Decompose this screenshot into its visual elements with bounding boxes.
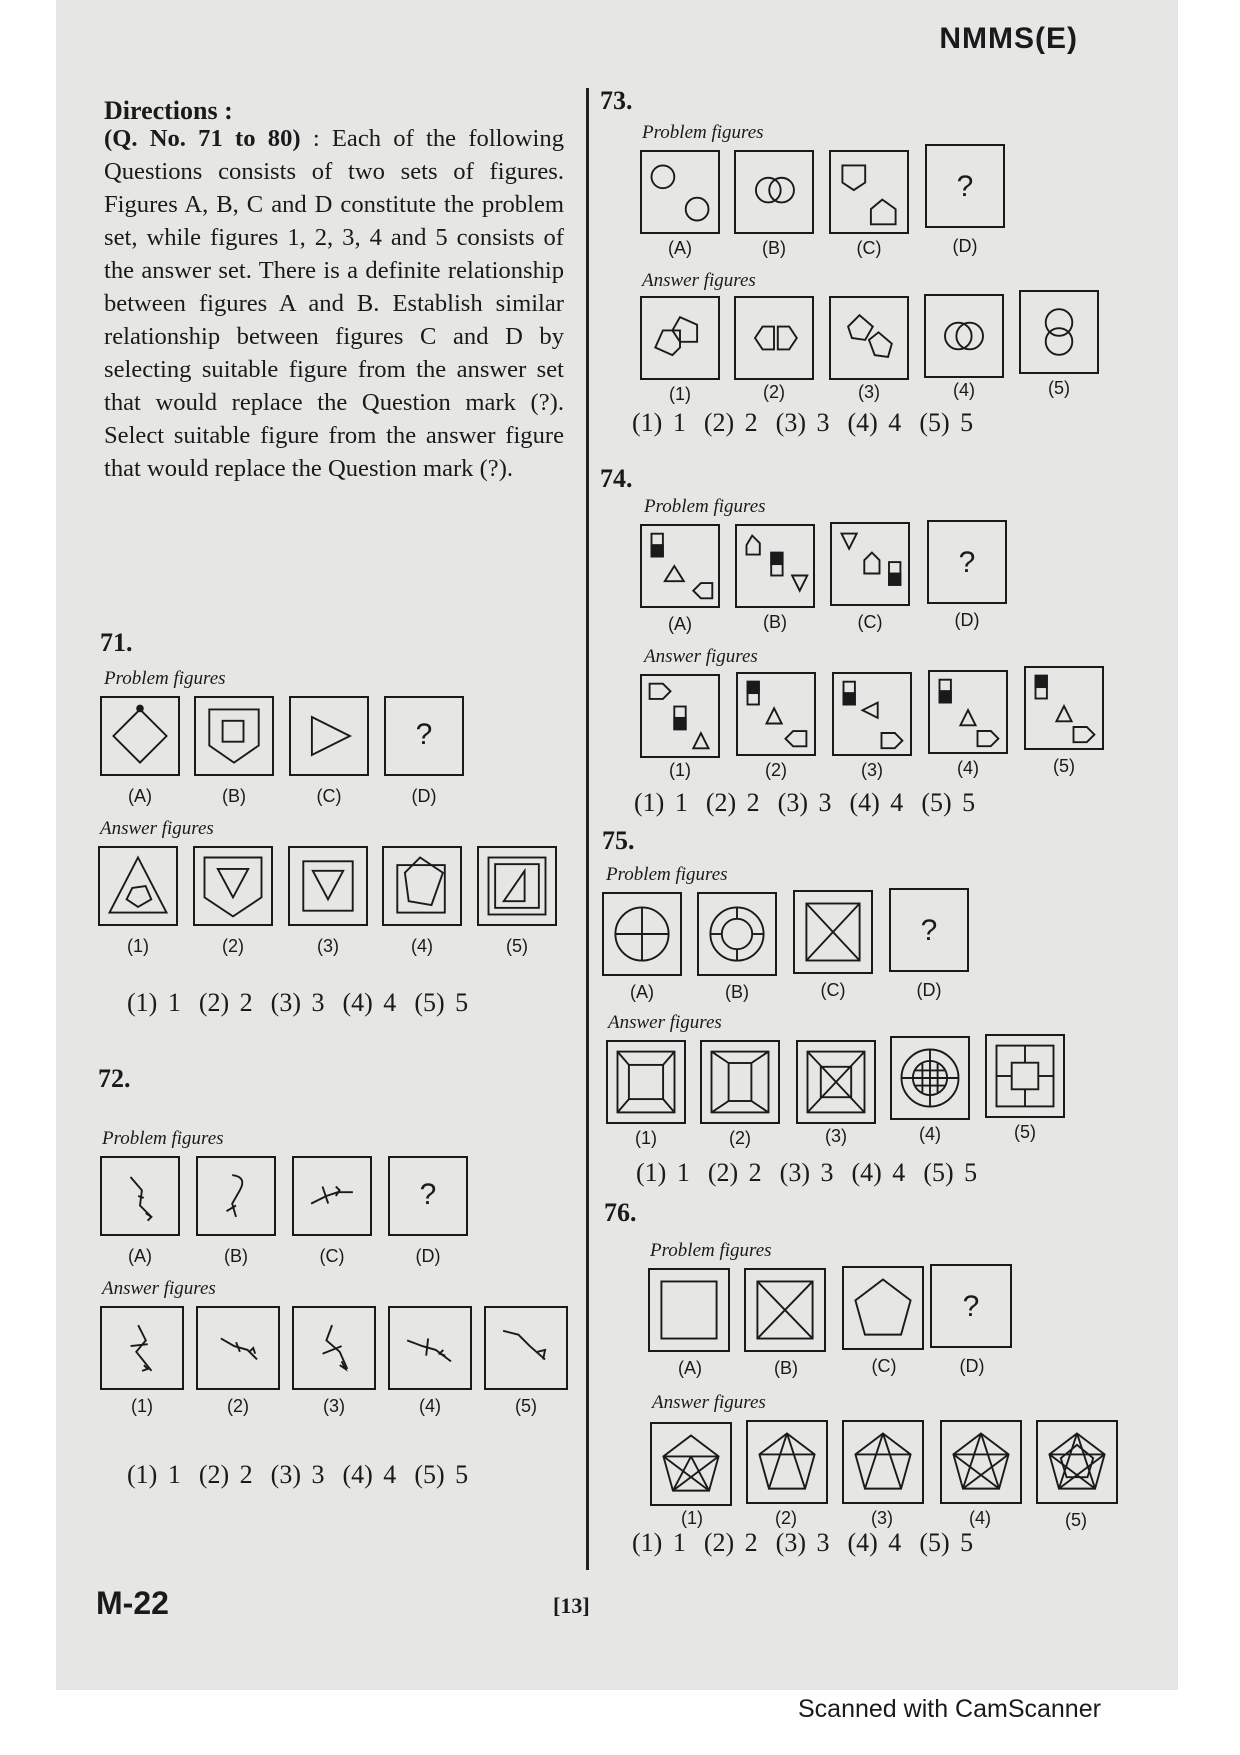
caption-b: (B) [774,1358,798,1378]
caption-4: (4) [957,758,979,778]
caption-4: (4) [419,1396,441,1416]
q74-options [634,788,993,818]
q72-options [127,1460,486,1490]
caption-3: (3) [861,760,883,780]
q73-answer-figure-4[interactable] [924,294,1004,378]
caption-4: (4) [919,1124,941,1144]
caption-3: (3) [858,382,880,402]
q76-problem-figure-d[interactable] [930,1264,1012,1348]
option-3[interactable]: (3) 3 [270,1460,325,1489]
caption-4: (4) [411,936,433,956]
scanner-watermark: Scanned with CamScanner [798,1695,1101,1723]
question-mark: ? [958,546,976,579]
option-2[interactable]: (2) 2 [703,1528,758,1557]
option-3[interactable]: (3) 3 [775,1528,830,1557]
answer-figures-label: Answer figures [100,818,214,839]
option-3[interactable]: (3) 3 [775,408,830,437]
q72-answer-figure-5[interactable] [484,1306,568,1390]
option-1[interactable]: (1) 1 [636,1158,690,1187]
answer-figures-label: Answer figures [642,270,756,291]
q71-problem-figure-c[interactable] [289,696,369,776]
q72-answer-figure-1[interactable] [100,1306,184,1390]
answer-figures-label: Answer figures [102,1278,216,1299]
caption-b: (B) [725,982,749,1002]
q71-options [127,988,486,1018]
caption-c: (C) [316,786,342,806]
q73-answer-figure-3[interactable] [829,296,909,380]
caption-2: (2) [222,936,244,956]
q73-problem-figure-d[interactable] [925,144,1005,228]
option-3[interactable]: (3) 3 [777,788,832,817]
answer-figures-label: Answer figures [652,1392,766,1413]
caption-2: (2) [763,382,785,402]
q75-answer-figure-3[interactable] [796,1040,876,1124]
q73-options [632,408,991,438]
option-5[interactable]: (5) 5 [919,1528,974,1557]
q76-problem-figure-a[interactable] [648,1268,730,1352]
problem-figures-label: Problem figures [606,864,728,885]
caption-b: (B) [224,1246,248,1266]
option-1[interactable]: (1) 1 [632,408,686,437]
option-5[interactable]: (5) 5 [414,988,469,1017]
caption-1: (1) [635,1128,657,1148]
footer-code: M-22 [96,1585,169,1621]
option-5[interactable]: (5) 5 [921,788,976,817]
option-1[interactable]: (1) 1 [127,988,181,1017]
caption-2: (2) [729,1128,751,1148]
caption-c: (C) [857,612,883,632]
q75-problem-figure-b[interactable] [697,892,777,976]
caption-d: (D) [959,1356,985,1376]
caption-5: (5) [1048,378,1070,398]
q71-answer-figure-4[interactable] [382,846,462,926]
q72-answer-figure-2[interactable] [196,1306,280,1390]
q75-answer-figure-1[interactable] [606,1040,686,1124]
q72-answer-figure-3[interactable] [292,1306,376,1390]
q74-answer-figure-1[interactable] [640,674,720,758]
q76-answer-figure-2[interactable] [746,1420,828,1504]
q74-answer-figure-4[interactable] [928,670,1008,754]
caption-5: (5) [1014,1122,1036,1142]
caption-d: (D) [954,610,980,630]
caption-a: (A) [678,1358,702,1378]
q73-answer-figure-1[interactable] [640,296,720,380]
q71-problem-figure-b[interactable] [194,696,274,776]
caption-3: (3) [317,936,339,956]
q76-answer-figure-3[interactable] [842,1420,924,1504]
column-divider [586,88,589,1570]
q76-answer-figure-1[interactable] [650,1422,732,1506]
option-4[interactable]: (4) 4 [342,1460,397,1489]
option-4[interactable]: (4) 4 [847,408,902,437]
q74-problem-figure-a[interactable] [640,524,720,608]
q73-problem-figure-a[interactable] [640,150,720,234]
q71-problem-figure-a[interactable] [100,696,180,776]
q74-problem-figure-b[interactable] [735,524,815,608]
q74-problem-figure-c[interactable] [830,522,910,606]
question-mark: ? [956,170,974,203]
q72-answer-figure-4[interactable] [388,1306,472,1390]
caption-a: (A) [128,1246,152,1266]
caption-a: (A) [630,982,654,1002]
option-4[interactable]: (4) 4 [851,1158,906,1187]
caption-3: (3) [871,1508,893,1528]
caption-1: (1) [669,760,691,780]
q75-problem-figure-c[interactable] [793,890,873,974]
page-number: [13] [553,1593,590,1618]
caption-d: (D) [415,1246,441,1266]
option-2[interactable]: (2) 2 [703,408,758,437]
q75-answer-figure-5[interactable] [985,1034,1065,1118]
q76-problem-figure-b[interactable] [744,1268,826,1352]
question-number-75: 75. [602,826,635,855]
caption-3: (3) [323,1396,345,1416]
caption-a: (A) [128,786,152,806]
directions-text [104,122,564,485]
q76-answer-figure-5[interactable] [1036,1420,1118,1504]
q71-answer-figure-1[interactable] [98,846,178,926]
directions-heading: Directions : [104,96,233,125]
q75-answer-figure-2[interactable] [700,1040,780,1124]
option-1[interactable]: (1) 1 [634,788,688,817]
question-number-73: 73. [600,86,633,115]
q75-problem-figure-d[interactable] [889,888,969,972]
caption-1: (1) [131,1396,153,1416]
option-5[interactable]: (5) 5 [919,408,974,437]
q74-problem-figure-d[interactable] [927,520,1007,604]
question-number-71: 71. [100,628,133,657]
answer-figures-label: Answer figures [644,646,758,667]
caption-b: (B) [222,786,246,806]
q73-problem-figure-c[interactable] [829,150,909,234]
caption-d: (D) [411,786,437,806]
question-number-72: 72. [98,1064,131,1093]
problem-figures-label: Problem figures [102,1128,224,1149]
question-mark: ? [920,914,938,947]
caption-5: (5) [1053,756,1075,776]
answer-figures-label: Answer figures [608,1012,722,1033]
option-1[interactable]: (1) 1 [127,1460,181,1489]
caption-c: (C) [856,238,882,258]
question-number-74: 74. [600,464,633,493]
caption-a: (A) [668,614,692,634]
q76-problem-figure-c[interactable] [842,1266,924,1350]
option-1[interactable]: (1) 1 [632,1528,686,1557]
question-mark: ? [962,1290,980,1323]
problem-figures-label: Problem figures [104,668,226,689]
caption-2: (2) [775,1508,797,1528]
q71-problem-figure-d[interactable] [384,696,464,776]
option-4[interactable]: (4) 4 [847,1528,902,1557]
q73-problem-figure-b[interactable] [734,150,814,234]
q75-answer-figure-4[interactable] [890,1036,970,1120]
caption-1: (1) [681,1508,703,1528]
problem-figures-label: Problem figures [642,122,764,143]
option-2[interactable]: (2) 2 [198,1460,253,1489]
exam-code: NMMS(E) [939,22,1078,55]
question-mark: ? [415,718,433,751]
caption-5: (5) [506,936,528,956]
caption-d: (D) [952,236,978,256]
caption-c: (C) [871,1356,897,1376]
q72-problem-figure-c[interactable] [292,1156,372,1236]
q72-problem-figure-a[interactable] [100,1156,180,1236]
caption-5: (5) [515,1396,537,1416]
option-4[interactable]: (4) 4 [342,988,397,1017]
q76-options [632,1528,991,1558]
caption-b: (B) [763,612,787,632]
q74-answer-figure-3[interactable] [832,672,912,756]
q75-options [636,1158,995,1188]
caption-1: (1) [127,936,149,956]
caption-2: (2) [227,1396,249,1416]
q71-answer-figure-2[interactable] [193,846,273,926]
q71-answer-figure-5[interactable] [477,846,557,926]
caption-4: (4) [953,380,975,400]
problem-figures-label: Problem figures [644,496,766,517]
option-5[interactable]: (5) 5 [923,1158,978,1187]
q72-problem-figure-b[interactable] [196,1156,276,1236]
option-3[interactable]: (3) 3 [270,988,325,1017]
directions-qrange: (Q. No. 71 to 80) [104,125,301,152]
caption-1: (1) [669,384,691,404]
question-mark: ? [419,1178,437,1211]
option-5[interactable]: (5) 5 [414,1460,469,1489]
caption-4: (4) [969,1508,991,1528]
caption-c: (C) [319,1246,345,1266]
q74-answer-figure-5[interactable] [1024,666,1104,750]
caption-d: (D) [916,980,942,1000]
caption-2: (2) [765,760,787,780]
option-2[interactable]: (2) 2 [705,788,760,817]
caption-a: (A) [668,238,692,258]
q75-problem-figure-a[interactable] [602,892,682,976]
caption-b: (B) [762,238,786,258]
option-2[interactable]: (2) 2 [198,988,253,1017]
option-3[interactable]: (3) 3 [779,1158,834,1187]
q71-answer-figure-3[interactable] [288,846,368,926]
directions-body: : Each of the following Questions consists of two sets of figures. Figures A, B, C and D constitute the problem set, while figures 1, 2, 3, 4 and 5 consists of the answer set. There is a definite relationship between figures A and B. Establish similar relationship between figures C and D by selecting suitable figure from the answer set that would replace the Question mark (?). Select suitable figure from the answer figure that would replace the Question mark (?). [104,125,564,482]
q73-answer-figure-2[interactable] [734,296,814,380]
q73-answer-figure-5[interactable] [1019,290,1099,374]
caption-5: (5) [1065,1510,1087,1530]
q76-answer-figure-4[interactable] [940,1420,1022,1504]
problem-figures-label: Problem figures [650,1240,772,1261]
question-number-76: 76. [604,1198,637,1227]
caption-3: (3) [825,1126,847,1146]
q72-problem-figure-d[interactable] [388,1156,468,1236]
caption-c: (C) [820,980,846,1000]
option-2[interactable]: (2) 2 [707,1158,762,1187]
q74-answer-figure-2[interactable] [736,672,816,756]
option-4[interactable]: (4) 4 [849,788,904,817]
